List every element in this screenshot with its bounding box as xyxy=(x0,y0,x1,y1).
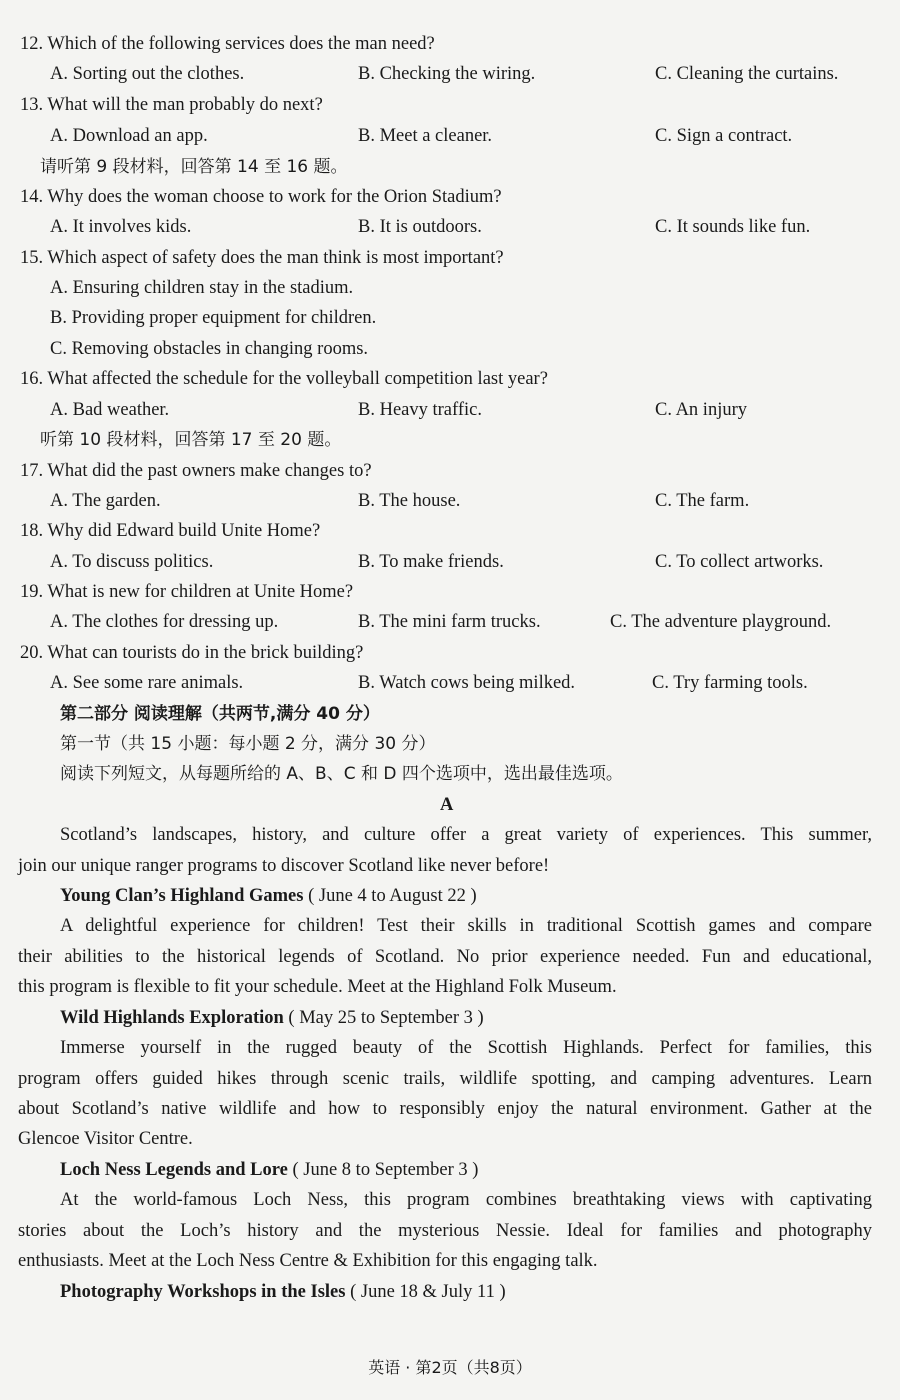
question-19-option-b: B. The mini farm trucks. xyxy=(358,612,541,632)
question-19-option-c: C. The adventure playground. xyxy=(610,612,832,632)
program-dates: ( May 25 to September 3 ) xyxy=(288,1008,484,1028)
program-heading xyxy=(60,1280,506,1304)
page-footer: 英语 · 第2页（共8页） xyxy=(368,1358,532,1377)
question-12-stem: 12. Which of the following services does the man need? xyxy=(20,34,435,54)
program-text-line: At the world-famous Loch Ness, this program combines breathtaking views with captivating xyxy=(60,1190,872,1210)
listening-instruction-seg9: 请听第 9 段材料，回答第 14 至 16 题。 xyxy=(40,157,348,177)
question-19-stem: 19. What is new for children at Unite Home? xyxy=(20,582,354,602)
question-20-option-c: C. Try farming tools. xyxy=(652,673,808,693)
question-18-option-c: C. To collect artworks. xyxy=(655,552,824,572)
section1-heading: 第一节（共 15 小题：每小题 2 分，满分 30 分） xyxy=(60,734,436,754)
question-16-stem: 16. What affected the schedule for the volleyball competition last year? xyxy=(20,369,548,389)
part2-heading: 第二部分 阅读理解（共两节,满分 40 分） xyxy=(60,704,380,724)
program-text-line: about Scotland’s native wildlife and how to responsibly enjoy the natural environment. Gather at the xyxy=(18,1099,872,1119)
question-17-option-b: B. The house. xyxy=(358,491,461,511)
question-13-option-a: A. Download an app. xyxy=(50,126,208,146)
question-15-option-b: B. Providing proper equipment for children. xyxy=(50,308,377,328)
question-14-option-b: B. It is outdoors. xyxy=(358,217,482,237)
question-20-option-b: B. Watch cows being milked. xyxy=(358,673,576,693)
program-title: Loch Ness Legends and Lore xyxy=(60,1160,288,1180)
question-15-option-c: C. Removing obstacles in changing rooms. xyxy=(50,339,369,359)
question-15-option-a: A. Ensuring children stay in the stadium. xyxy=(50,278,354,298)
program-title: Wild Highlands Exploration xyxy=(60,1008,284,1028)
program-heading xyxy=(60,1006,484,1030)
question-16-option-a: A. Bad weather. xyxy=(50,400,170,420)
program-text-line: this program is flexible to fit your schedule. Meet at the Highland Folk Museum. xyxy=(18,977,617,997)
question-17-option-c: C. The farm. xyxy=(655,491,750,511)
program-text-line: program offers guided hikes through scenic trails, wildlife spotting, and camping adventures. Learn xyxy=(18,1069,872,1089)
question-15-stem: 15. Which aspect of safety does the man think is most important? xyxy=(20,248,504,268)
question-17-option-a: A. The garden. xyxy=(50,491,161,511)
program-dates: ( June 18 & July 11 ) xyxy=(350,1282,506,1302)
program-text-line: their abilities to the historical legends of Scotland. No prior experience needed. Fun and educational, xyxy=(18,947,872,967)
question-17-stem: 17. What did the past owners make changes to? xyxy=(20,461,372,481)
question-13-stem: 13. What will the man probably do next? xyxy=(20,95,323,115)
question-20-option-a: A. See some rare animals. xyxy=(50,673,244,693)
question-18-option-a: A. To discuss politics. xyxy=(50,552,214,572)
program-heading xyxy=(60,884,477,908)
program-title: Photography Workshops in the Isles xyxy=(60,1282,346,1302)
passage-intro-line: Scotland’s landscapes, history, and culture offer a great variety of experiences. This summer, xyxy=(60,825,872,845)
program-dates: ( June 4 to August 22 ) xyxy=(308,886,477,906)
program-text-line: Glencoe Visitor Centre. xyxy=(18,1129,193,1149)
program-text-line: Immerse yourself in the rugged beauty of the Scottish Highlands. Perfect for families, this xyxy=(60,1038,872,1058)
question-12-option-a: A. Sorting out the clothes. xyxy=(50,64,245,84)
question-18-option-b: B. To make friends. xyxy=(358,552,504,572)
question-13-option-c: C. Sign a contract. xyxy=(655,126,793,146)
program-title: Young Clan’s Highland Games xyxy=(60,886,304,906)
passage-letter: A xyxy=(440,795,454,815)
passage-intro-line: join our unique ranger programs to discover Scotland like never before! xyxy=(18,856,550,876)
program-heading xyxy=(60,1158,478,1182)
question-12-option-b: B. Checking the wiring. xyxy=(358,64,536,84)
question-14-stem: 14. Why does the woman choose to work for the Orion Stadium? xyxy=(20,187,502,207)
program-text-line: stories about the Loch’s history and the mysterious Nessie. Ideal for families and photography xyxy=(18,1221,872,1241)
program-dates: ( June 8 to September 3 ) xyxy=(292,1160,479,1180)
question-14-option-c: C. It sounds like fun. xyxy=(655,217,811,237)
reading-directions: 阅读下列短文，从每题所给的 A、B、C 和 D 四个选项中，选出最佳选项。 xyxy=(60,764,623,784)
question-18-stem: 18. Why did Edward build Unite Home? xyxy=(20,521,321,541)
program-text-line: enthusiasts. Meet at the Loch Ness Centre & Exhibition for this engaging talk. xyxy=(18,1251,598,1271)
question-19-option-a: A. The clothes for dressing up. xyxy=(50,612,279,632)
question-16-option-c: C. An injury xyxy=(655,400,747,420)
question-13-option-b: B. Meet a cleaner. xyxy=(358,126,493,146)
question-20-stem: 20. What can tourists do in the brick building? xyxy=(20,643,364,663)
listening-instruction-seg10: 听第 10 段材料，回答第 17 至 20 题。 xyxy=(40,430,342,450)
question-16-option-b: B. Heavy traffic. xyxy=(358,400,482,420)
question-12-option-c: C. Cleaning the curtains. xyxy=(655,64,839,84)
program-text-line: A delightful experience for children! Test their skills in traditional Scottish games and compare xyxy=(60,916,872,936)
question-14-option-a: A. It involves kids. xyxy=(50,217,192,237)
